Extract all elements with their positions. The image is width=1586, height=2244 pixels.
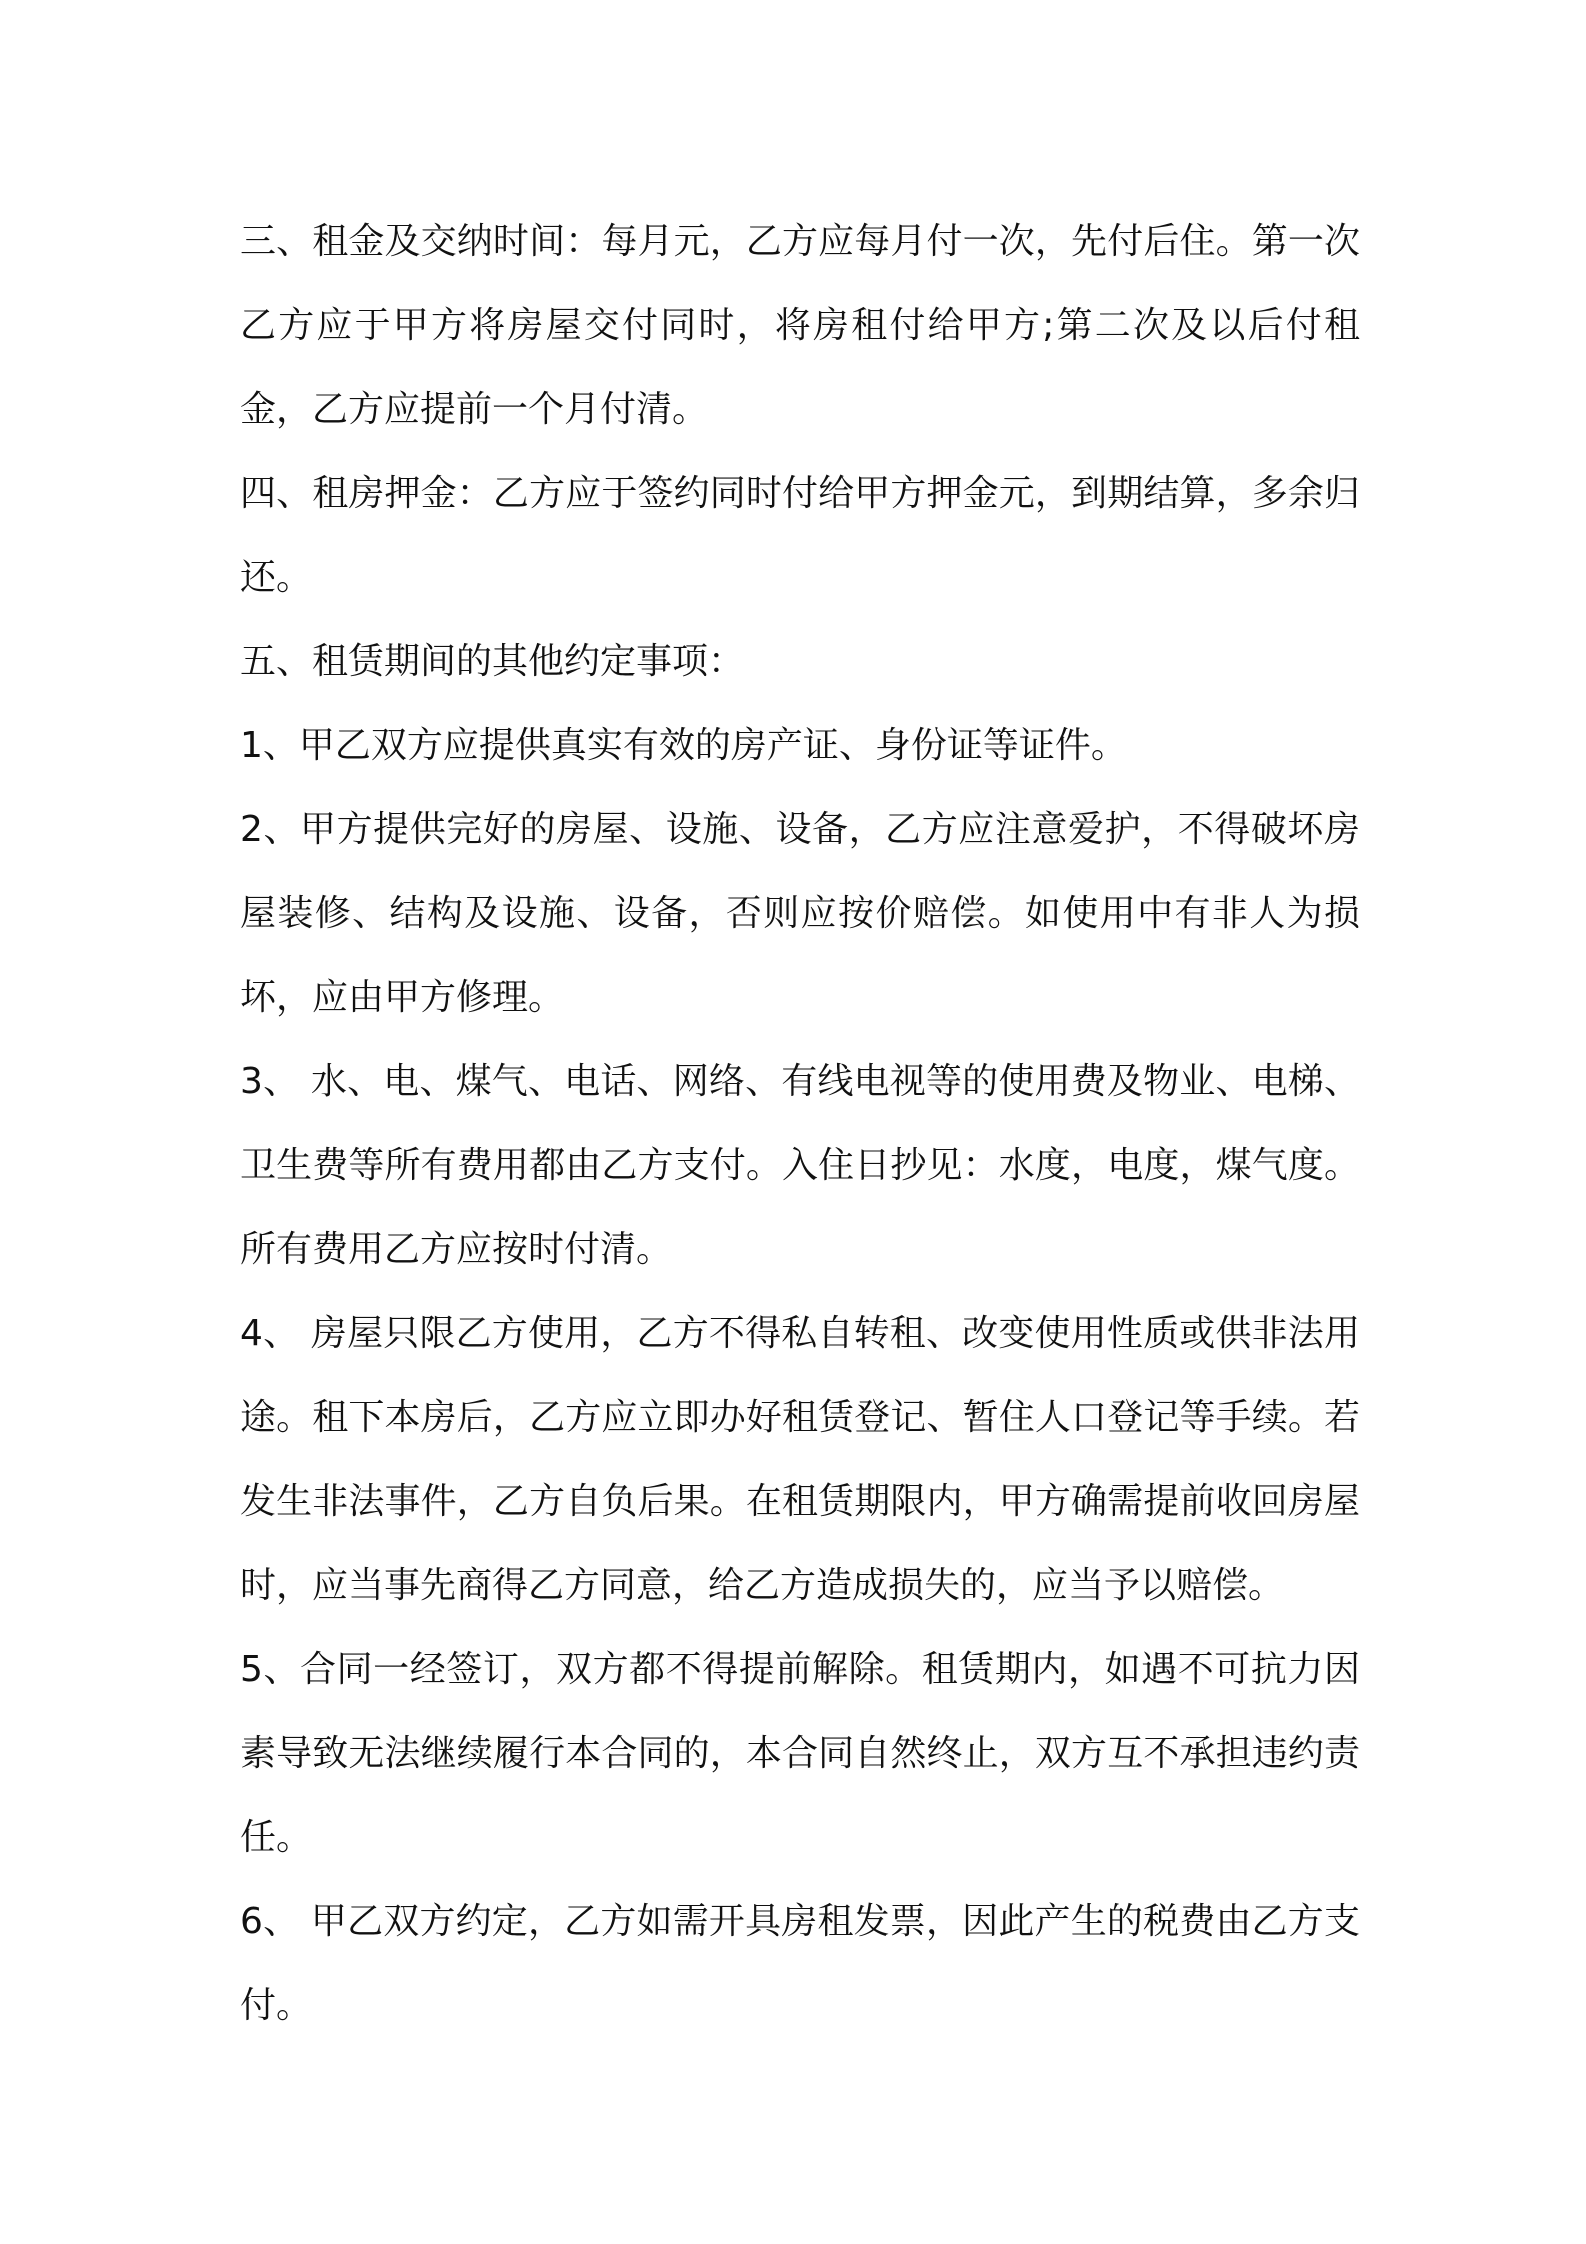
- clause-item-3: 3、 水、电、煤气、电话、网络、有线电视等的使用费及物业、电梯、卫生费等所有费用都由乙方支付。入住日抄见：水度，电度，煤气度。所有费用乙方应按时付清。: [240, 1061, 1360, 1270]
- clause-item-6: 6、 甲乙双方约定，乙方如需开具房租发票，因此产生的税费由乙方支付。: [240, 1901, 1360, 2026]
- clause-other-terms-heading: 五、租赁期间的其他约定事项：: [240, 641, 745, 682]
- clause-item-1: 1、甲乙双方应提供真实有效的房产证、身份证等证件。: [240, 725, 1127, 766]
- clause-item-4: 4、 房屋只限乙方使用，乙方不得私自转租、改变使用性质或供非法用途。租下本房后，乙方应立即办好租赁登记、暂住人口登记等手续。若发生非法事件，乙方自负后果。在租赁期限内，甲方确需提前收回房屋时，应当事先商得乙方同意，给乙方造成损失的，应当予以赔偿。: [240, 1313, 1360, 1606]
- clause-rent-payment: 三、租金及交纳时间：每月元，乙方应每月付一次，先付后住。第一次乙方应于甲方将房屋交付同时，将房租付给甲方;第二次及以后付租金，乙方应提前一个月付清。: [240, 221, 1360, 430]
- clause-item-2: 2、甲方提供完好的房屋、设施、设备，乙方应注意爱护，不得破坏房屋装修、结构及设施、设备，否则应按价赔偿。如使用中有非人为损坏，应由甲方修理。: [240, 809, 1360, 1018]
- clause-item-5: 5、合同一经签订，双方都不得提前解除。租赁期内，如遇不可抗力因素导致无法继续履行本合同的，本合同自然终止，双方互不承担违约责任。: [240, 1649, 1360, 1858]
- document-body: [240, 200, 1360, 2048]
- clause-deposit: 四、租房押金：乙方应于签约同时付给甲方押金元，到期结算，多余归还。: [240, 473, 1360, 598]
